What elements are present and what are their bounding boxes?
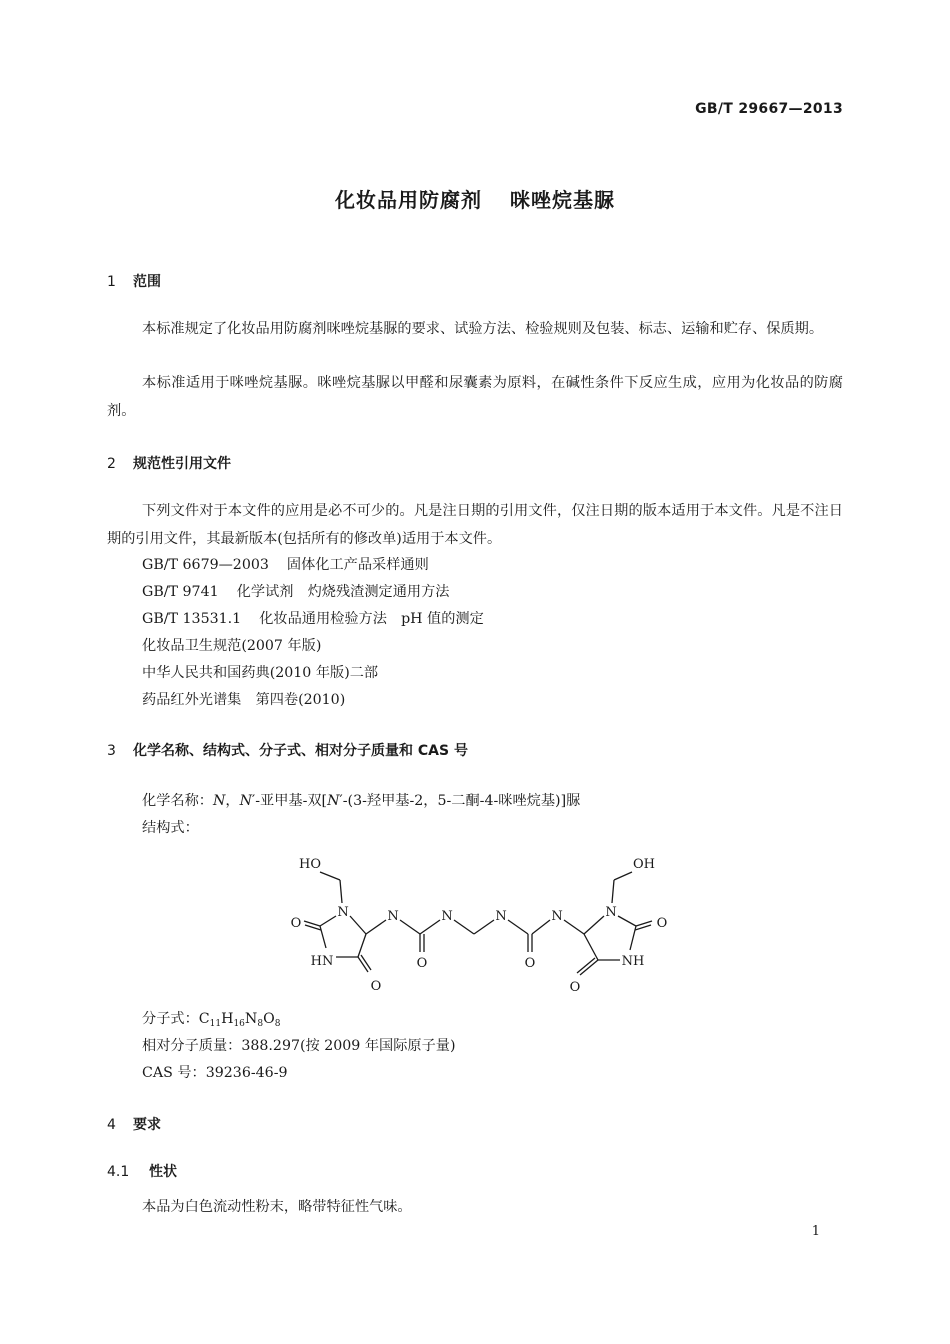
reference-item: [142, 659, 378, 687]
chemical-name-part: N: [327, 793, 340, 809]
atom-label: N: [551, 909, 563, 924]
cas-number: [142, 1059, 288, 1087]
cas-value: 39236-46-9: [205, 1065, 288, 1081]
section-4-1-heading: [107, 1161, 177, 1181]
atom-label: N: [605, 905, 617, 920]
formula-count: 8: [274, 1019, 281, 1029]
section-title: 化学名称、结构式、分子式、相对分子质量和 CAS 号: [133, 743, 468, 759]
section-title: 规范性引用文件: [133, 456, 231, 472]
atom-label: O: [524, 956, 536, 971]
formula-element: C: [198, 1011, 210, 1027]
reference-item: [142, 632, 321, 660]
atom-label: N: [337, 905, 349, 920]
section-number: 4: [107, 1117, 116, 1133]
formula-element: N: [244, 1011, 258, 1027]
atom-label: O: [290, 916, 302, 931]
chemical-name-label: 化学名称：: [142, 793, 213, 809]
section-title: 要求: [133, 1117, 161, 1133]
atom-label: HN: [310, 954, 334, 969]
formula-count: 8: [257, 1019, 264, 1029]
atom-label: N: [495, 909, 507, 924]
atom-label: O: [656, 916, 668, 931]
reference-item: [142, 605, 484, 633]
formula-count: 11: [209, 1019, 222, 1029]
section-4-heading: [107, 1114, 161, 1134]
section-3-heading: [107, 740, 468, 760]
section-2-heading: [107, 453, 231, 473]
atom-label: NH: [621, 954, 645, 969]
atom-label: O: [416, 956, 428, 971]
section-number: 2: [107, 456, 116, 472]
atom-label: HO: [299, 857, 321, 872]
reference-title: 中华人民共和国药典(2010 年版)二部: [142, 665, 379, 681]
reference-item: [142, 551, 429, 579]
cas-label: CAS 号：: [142, 1065, 206, 1081]
structure-label: 结构式：: [142, 820, 199, 836]
section-4-1-paragraph-1: 本品为白色流动性粉末，略带特征性气味。: [142, 1199, 412, 1215]
reference-code: GB/T 6679—2003: [142, 557, 269, 573]
section-1-heading: [107, 271, 161, 291]
section-2-paragraph-1: 下列文件对于本文件的应用是必不可少的。凡是注日期的引用文件，仅注日期的版本适用于本文件。凡是不注日期的引用文件，其最新版本(包括所有的修改单)适用于本文件。: [107, 503, 843, 547]
formula-element: O: [263, 1011, 275, 1027]
atom-label: N: [441, 909, 453, 924]
atom-label: N: [387, 909, 399, 924]
section-number: 4.1: [107, 1164, 130, 1180]
reference-item: [142, 578, 449, 606]
section-number: 1: [107, 274, 116, 290]
section-number: 3: [107, 743, 116, 759]
title-main: 化妆品用防腐剂: [335, 188, 482, 212]
page-number: 1: [811, 1224, 820, 1239]
title-sub: 咪唑烷基脲: [510, 188, 615, 212]
atom-label: O: [370, 979, 382, 994]
document-title: [0, 184, 950, 213]
section-1-paragraph-2: 本标准适用于咪唑烷基脲。咪唑烷基脲以甲醛和尿囊素为原料，在碱性条件下反应生成，应用为化妆品的防腐剂。: [107, 375, 843, 419]
chemical-name-part: ′-亚甲基-双[: [252, 793, 328, 809]
section-title: 性状: [149, 1164, 177, 1180]
reference-title: 化学试剂 灼烧残渣测定通用方法: [236, 584, 450, 600]
chemical-name: [142, 787, 580, 815]
reference-title: 固体化工产品采样通则: [286, 557, 429, 573]
formula-label: 分子式：: [142, 1011, 199, 1027]
reference-code: GB/T 9741: [142, 584, 219, 600]
chemical-name-part: N: [212, 793, 226, 809]
chemical-name-part: ′-(3-羟甲基-2，5-二酮-4-咪唑烷基)]脲: [339, 793, 581, 809]
reference-title: 药品红外光谱集 第四卷(2010): [142, 692, 346, 708]
section-title: 范围: [133, 274, 161, 290]
reference-item: [142, 686, 345, 714]
reference-title: 化妆品通用检验方法 pH 值的测定: [259, 611, 484, 627]
standard-code: GB/T 29667—2013: [695, 101, 843, 117]
section-1-paragraph-1: 本标准规定了化妆品用防腐剂咪唑烷基脲的要求、试验方法、检验规则及包装、标志、运输和贮存、保质期。: [142, 321, 824, 337]
molecular-mass: [142, 1032, 456, 1060]
mass-value: 388.297(按 2009 年国际原子量): [241, 1038, 456, 1054]
reference-code: GB/T 13531.1: [142, 611, 242, 627]
atom-label: OH: [633, 857, 655, 872]
reference-title: 化妆品卫生规范(2007 年版): [142, 638, 322, 654]
structural-formula-diagram: [270, 850, 690, 1000]
formula-count: 16: [233, 1019, 245, 1029]
formula-element: H: [221, 1011, 234, 1027]
atom-label: O: [569, 980, 581, 995]
chemical-name-part: ，: [225, 793, 240, 809]
chemical-name-part: N: [239, 793, 252, 809]
mass-label: 相对分子质量：: [142, 1038, 242, 1054]
